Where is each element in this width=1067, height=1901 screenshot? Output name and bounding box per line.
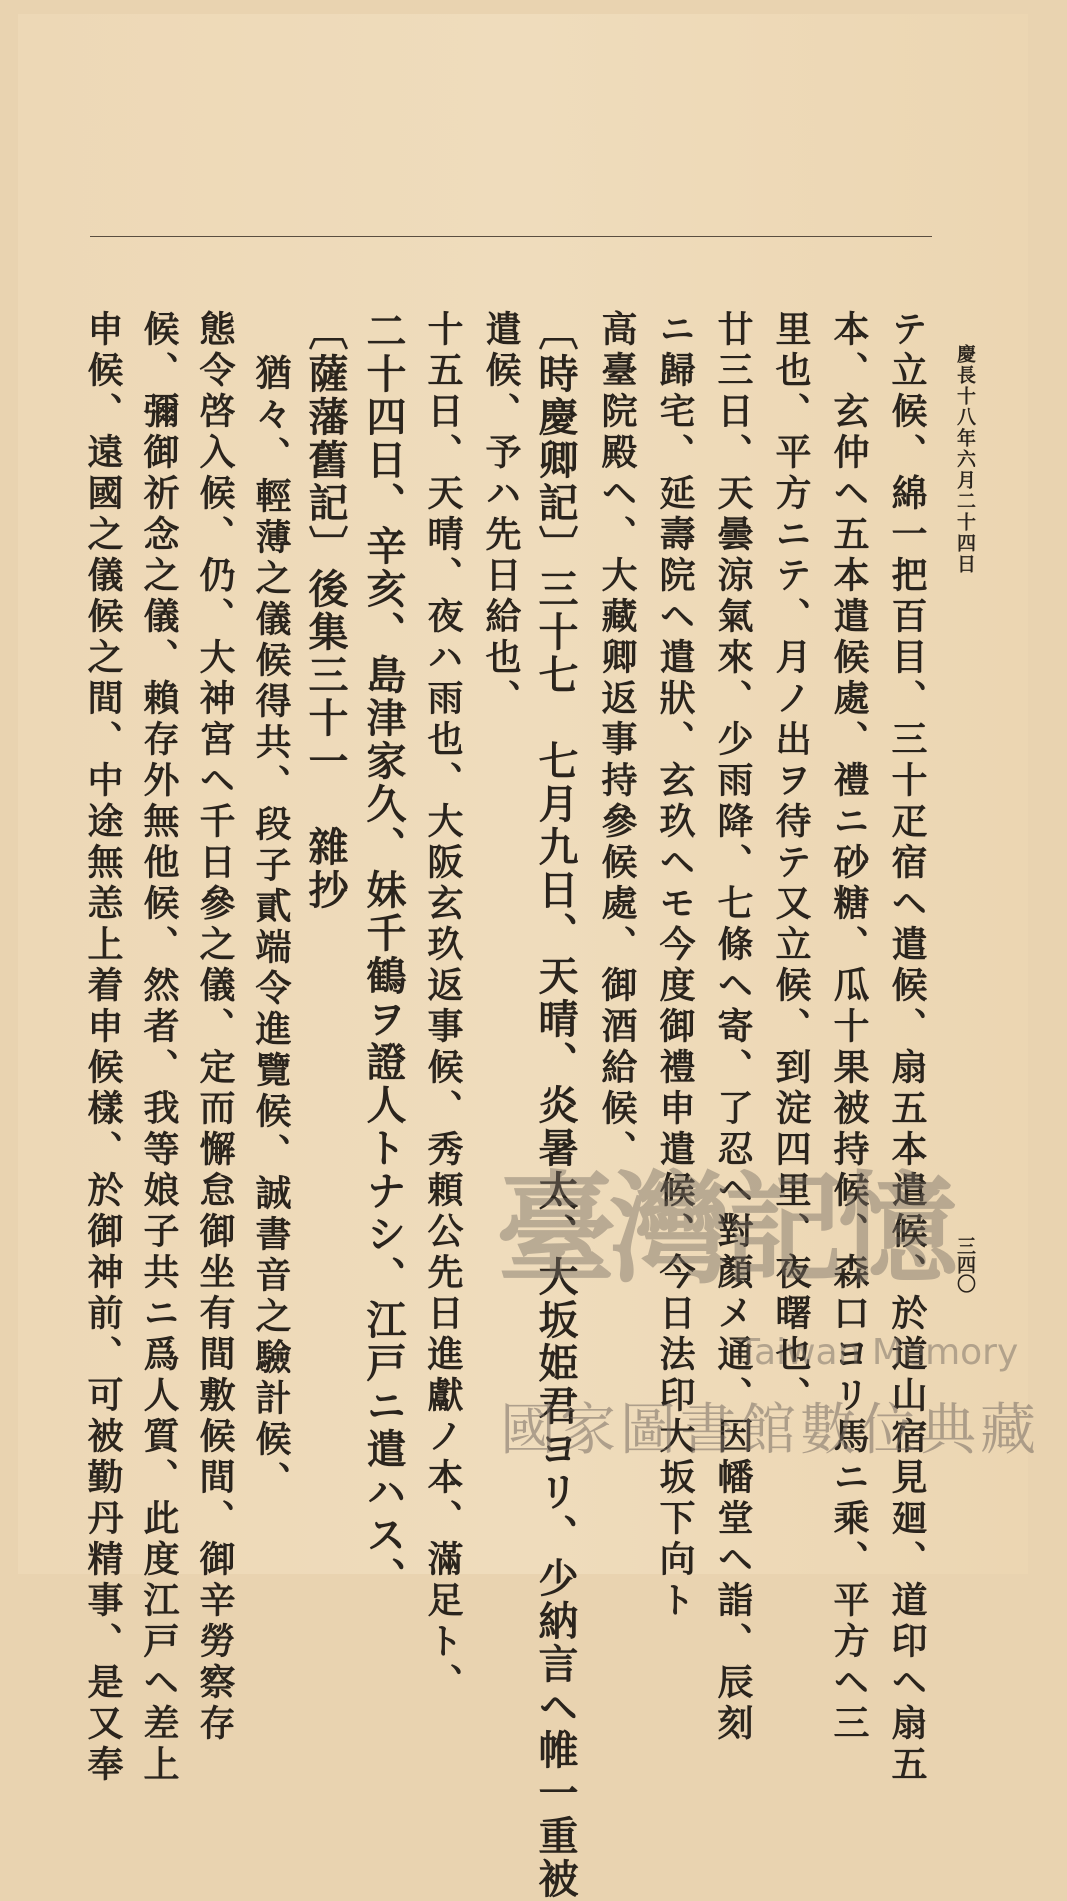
watermark-institution: 國家圖書館數位典藏 bbox=[500, 1398, 1040, 1463]
text-column-6: 高臺院殿ヘ、大藏卿返事持參候處、御酒給候、 bbox=[596, 310, 638, 1171]
text-column-12: 猶々、輕薄之儀候得共、段子貳端令進覽候、誠書音之驗計候、 bbox=[250, 354, 292, 1502]
text-column-7-source-jikeikyoki: 〔時慶卿記〕三十七 七月九日、天晴、炎暑太、大坂姫君ヨリ、少納言ヘ帷一重被 bbox=[532, 310, 579, 1901]
text-column-4: 廿三日、天曇涼氣來、少雨降、七條ヘ寄、了忍ヘ對顏メ通、因幡堂ヘ詣、辰刻 bbox=[712, 310, 754, 1745]
text-column-10-entry-24th: 二十四日、辛亥、島津家久、妹千鶴ヲ證人トナシ、江戸ニ遣ハス、 bbox=[360, 310, 407, 1600]
text-column-3: 里也、平方ニテ、月ノ出ヲ待テ又立候、到淀四里、夜曙也、 bbox=[770, 310, 812, 1417]
page-sheet bbox=[18, 14, 1040, 1901]
text-column-13: 態令啓入候、仍、大神宮ヘ千日參之儀、定而懈怠御坐有間敷候間、御辛勞察存 bbox=[194, 310, 236, 1745]
text-column-15: 申候、遠國之儀候之間、中途無恙上着申候樣、於御神前、可被勤丹精事、是又奉 bbox=[82, 310, 124, 1786]
text-column-2: 本、玄仲ヘ五本遣候處、禮ニ砂糖、瓜十果被持候、森口ヨリ馬ニ乘、平方ヘ三 bbox=[828, 310, 870, 1745]
page-number: 三四〇 bbox=[954, 1236, 976, 1293]
text-column-5: ニ歸宅、延壽院ヘ遣狀、玄玖ヘモ今度御禮申遣候、今日法印大坂下向ト bbox=[654, 310, 696, 1622]
running-header: 慶長十八年六月二十四日 bbox=[954, 344, 976, 575]
text-column-8: 遣候、予ハ先日給也、 bbox=[480, 310, 522, 720]
text-column-11-source-satsuhankyuki: 〔薩藩舊記〕後集三十一 雜抄 bbox=[302, 310, 349, 912]
text-column-1: テ立候、綿一把百目、三十疋宿ヘ遣候、扇五本遣候、於道山宿見廻、道印ヘ扇五 bbox=[886, 310, 928, 1786]
text-column-14: 候、彌御祈念之儀、賴存外無他候、然者、我等娘子共ニ爲人質、此度江戸ヘ差上 bbox=[138, 310, 180, 1786]
watermark-english: Taiwan Memory bbox=[738, 1332, 1019, 1373]
watermark-logo: 臺灣記憶 bbox=[496, 1159, 952, 1300]
watermark bbox=[486, 1134, 1040, 1463]
horizontal-rule bbox=[90, 236, 932, 237]
text-column-9: 十五日、天晴、夜ハ雨也、大阪玄玖返事候、秀頼公先日進獻ノ本、滿足ト、 bbox=[422, 310, 464, 1704]
